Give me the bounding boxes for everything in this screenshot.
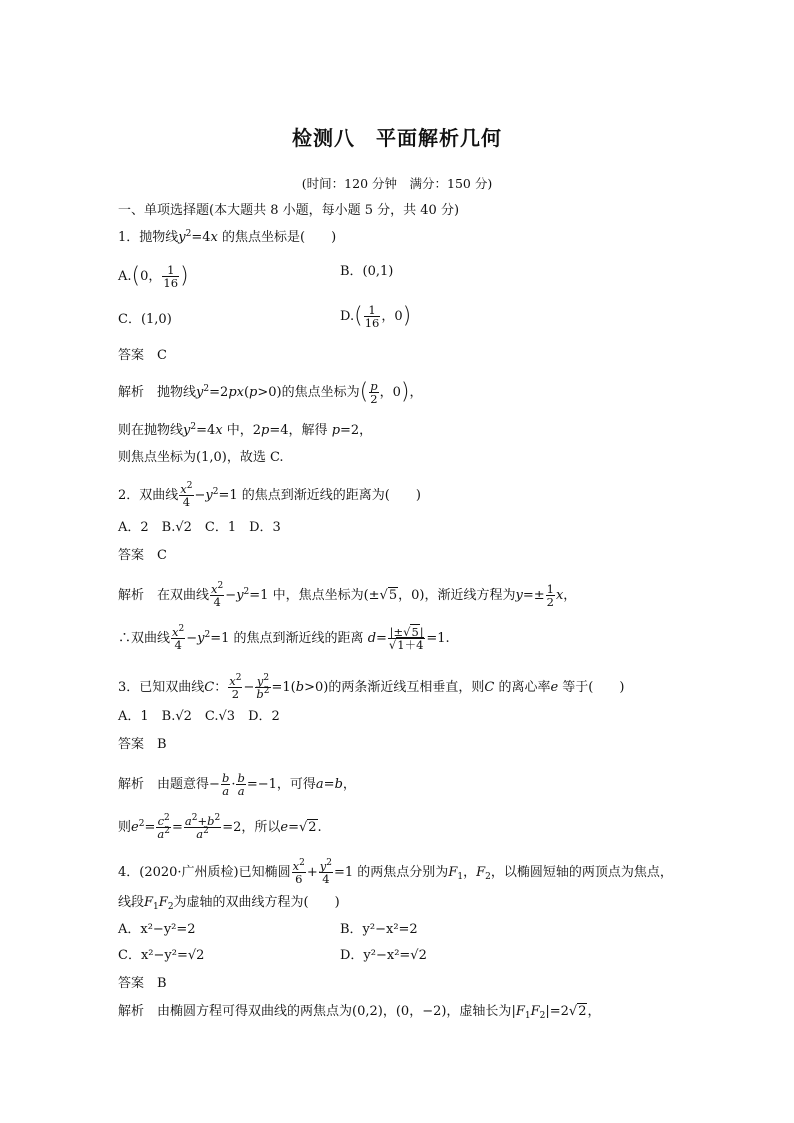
q4-option-a: A．x²−y²=2 bbox=[118, 922, 196, 937]
q4-stem-1: 4．(2020·广州质检)已知椭圆 $\frac{x^2}{6}$ + $\frac{y^2}{4}$ =1 的两焦点分别为$F_1$，$F_2$，以椭圆短轴的两顶点为焦点， bbox=[118, 858, 673, 886]
q3-options: A．1 B.√2 C.√3 D．2 bbox=[118, 709, 280, 724]
q4-option-b: B．y²−x²=2 bbox=[340, 922, 418, 937]
page-title: 检测八 平面解析几何 bbox=[292, 126, 502, 150]
q2-stem: 2．双曲线 $\frac{x^2}{4}$ $-y^2=1$ 的焦点到渐近线的距离为( ) bbox=[118, 481, 421, 509]
q3-answer: 答案 B bbox=[118, 737, 167, 752]
q4-option-d: D．y²−x²=√2 bbox=[340, 948, 427, 963]
q3-explanation-1: 解析 由题意得− $\frac{b}{a}$ · $\frac{b}{a}$ =−1，可得a=b， bbox=[118, 771, 356, 798]
q4-option-c: C．x²−y²=√2 bbox=[118, 948, 205, 963]
q1-option-d: D.( $\frac{1}{16}$ ，0) bbox=[340, 303, 412, 330]
q1-explanation-2: 则在抛物线$y^2=4x$ 中，2p=4，解得 p=2， bbox=[118, 422, 373, 438]
q1-option-a: A.(0， $\frac{1}{16}$ ) bbox=[118, 263, 189, 290]
q4-stem-2: 线段$F_1F_2$为虚轴的双曲线方程为( ) bbox=[118, 895, 340, 912]
q1-answer: 答案 C bbox=[118, 348, 167, 363]
q3-explanation-2: 则$e^2=$ $\frac{c^2}{a^2}$ = $\frac{a^2+b^2}{a^2}$ =2，所以e=√2. bbox=[118, 813, 322, 841]
exam-meta: (时间：120 分钟 满分：150 分) bbox=[301, 176, 493, 191]
q2-explanation-2: ∴双曲线 $\frac{x^2}{4}$ $-y^2=1$ 的焦点到渐近线的距离 d= $\frac{|\pm√5|}{√1+4}$ =1. bbox=[118, 624, 450, 652]
section-label: 一、单项选择题(本大题共 8 小题，每小题 5 分，共 40 分) bbox=[118, 203, 460, 218]
q1-explanation-1: 解析 抛物线$y^2=2px(p>0)$的焦点坐标为( $\frac{p}{2}$ ，0)， bbox=[118, 379, 423, 406]
q2-explanation-1: 解析 在双曲线 $\frac{x^2}{4}$ $-y^2=1$ 中，焦点坐标为(±√5，0)，渐近线方程为y=± $\frac{1}{2}$ x， bbox=[118, 581, 577, 609]
q3-stem: 3．已知双曲线C： $\frac{x^2}{2}$ − $\frac{y^2}{b^2}$ =1(b>0)的两条渐近线互相垂直，则C 的离心率e 等于( ) bbox=[118, 673, 625, 701]
q2-options: A．2 B.√2 C．1 D．3 bbox=[118, 520, 281, 535]
q4-answer: 答案 B bbox=[118, 976, 167, 991]
q2-answer: 答案 C bbox=[118, 548, 167, 563]
q1-option-c: C．(1,0) bbox=[118, 312, 172, 327]
q1-stem: 1．抛物线$y^2=4x$ 的焦点坐标是( ) bbox=[118, 229, 337, 245]
q1-explanation-3: 则焦点坐标为(1,0)，故选 C. bbox=[118, 450, 284, 465]
q1-option-b: B．(0,1) bbox=[340, 264, 394, 279]
q4-explanation-1: 解析 由椭圆方程可得双曲线的两焦点为(0,2)，(0，−2)，虚轴长为$|F_1F_2|=2√2$， bbox=[118, 1004, 601, 1021]
